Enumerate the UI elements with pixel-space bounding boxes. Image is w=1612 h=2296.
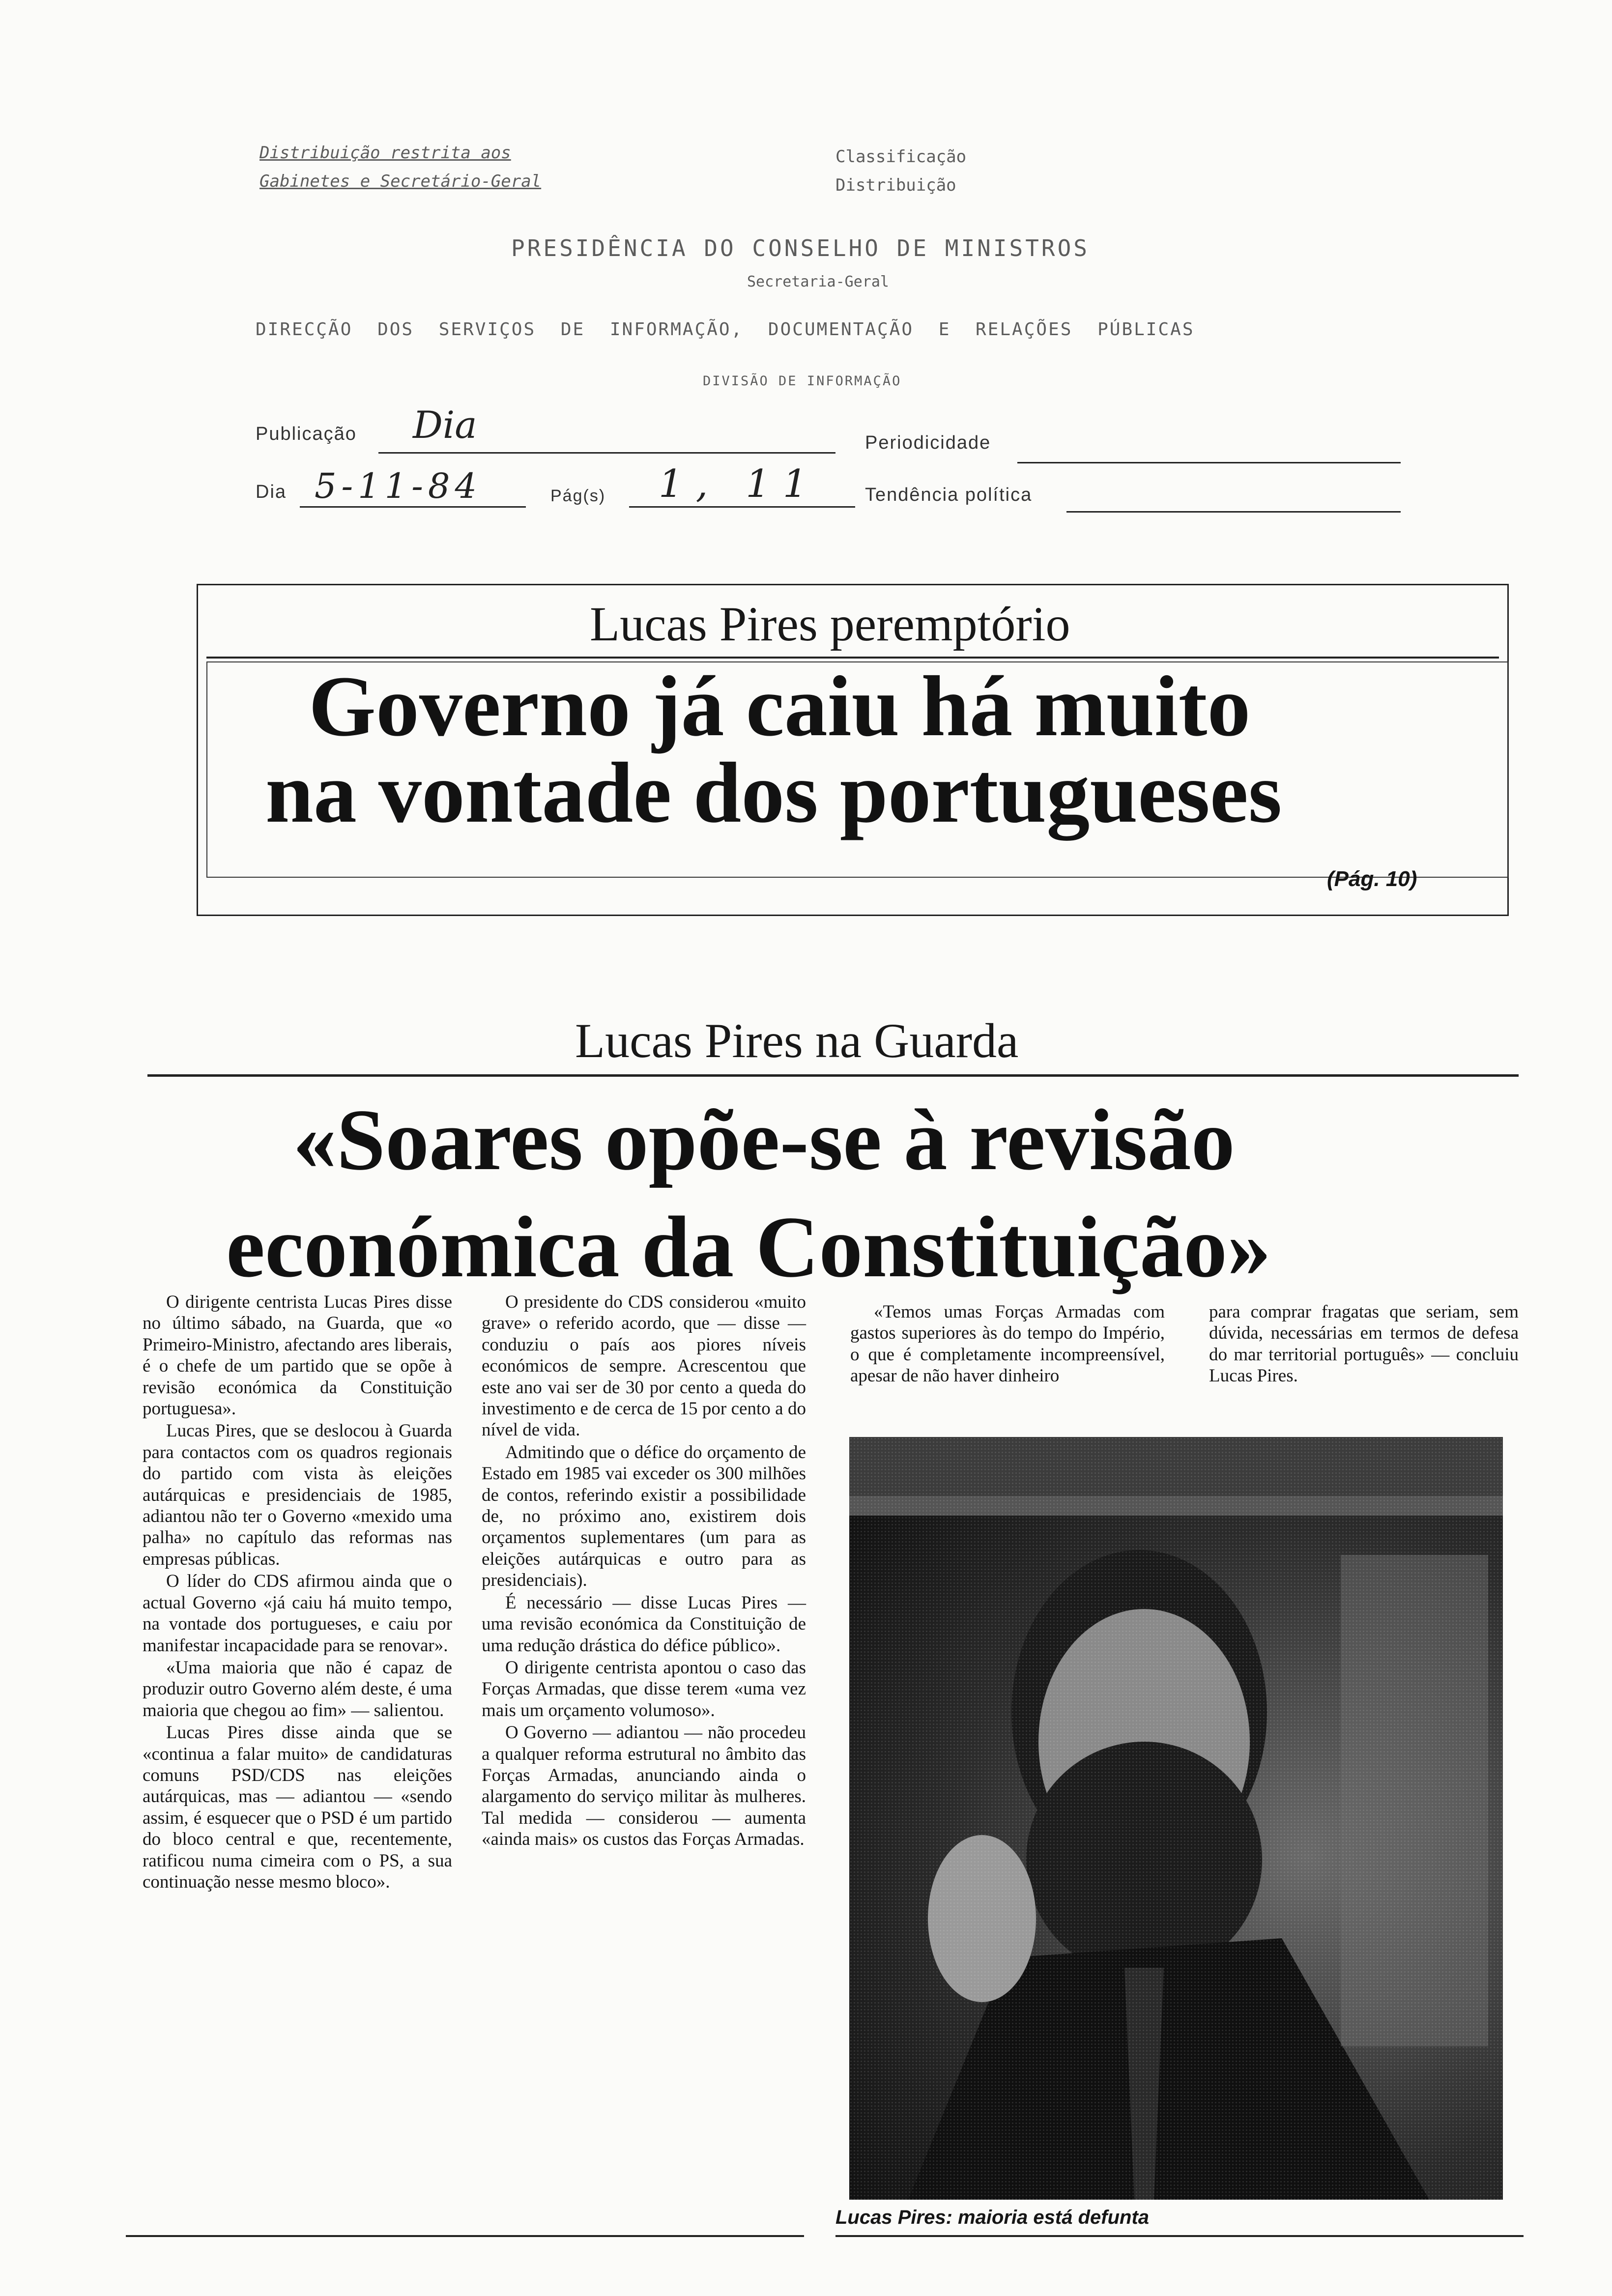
- tendency-underline: [1066, 511, 1401, 513]
- article2-top-rule: [147, 1074, 1519, 1077]
- article2-column-2: [482, 1292, 806, 1850]
- article2-headline-line2: económica da Constituição»: [226, 1198, 1271, 1295]
- article2-column-3: [850, 1301, 1165, 1387]
- article2-col2-paragraph: O dirigente centrista apontou o caso das Forças Armadas, que disse terem «uma vez mais um orçamento volumoso».: [482, 1657, 806, 1721]
- article1-headline: [265, 659, 1494, 841]
- pages-label: Pág(s): [550, 487, 606, 505]
- article1-page-ref: (Pág. 10): [1327, 867, 1417, 891]
- date-value: 5-11-84: [315, 466, 482, 506]
- article2-col2-paragraph: É necessário — disse Lucas Pires — uma revisão económica da Constituição de uma redução drástica do défice público».: [482, 1592, 806, 1656]
- directorate-label: DIRECÇÃO DOS SERVIÇOS DE INFORMAÇÃO, DOCUMENTAÇÃO E RELAÇÕES PÚBLICAS: [256, 319, 1195, 340]
- date-label: Dia: [256, 482, 287, 502]
- tendency-label: Tendência política: [865, 485, 1033, 505]
- article1-headline-line2: na vontade dos portugueses: [265, 745, 1282, 841]
- secretariat-label: Secretaria-Geral: [747, 273, 889, 290]
- publication-label: Publicação: [256, 424, 357, 444]
- publication-underline: [378, 452, 835, 454]
- article2-col2-paragraph: Admitindo que o défice do orçamento de Estado em 1985 vai exceder os 300 milhões de contos, referindo existir a possibilidade de, no próximo ano, existirem dois orçamentos suplementares (um para as eleições autárquicas e outro para as presidenciais).: [482, 1442, 806, 1591]
- classification-label: Classificação: [835, 147, 967, 167]
- photo-caption: Lucas Pires: maioria está defunta: [835, 2207, 1150, 2228]
- article1-headline-line1: Governo já caiu há muito: [309, 659, 1251, 754]
- distribution-line-1: Distribuição restrita aos: [259, 143, 511, 163]
- distribution-label: Distribuição: [835, 175, 956, 195]
- article2-col4-paragraph: para comprar fragatas que seriam, sem dúvida, necessárias em termos de defesa do mar territorial português» — concluiu Lucas Pires.: [1209, 1302, 1519, 1386]
- article2-col2-paragraph: O Governo — adiantou — não procedeu a qualquer reforma estrutural no âmbito das Forças Armadas, anunciando ainda o alargamento do serviço militar às mulheres. Tal medida — considerou — aumenta «ainda mais» os custos das Forças Armadas.: [482, 1722, 806, 1850]
- article2-col1-paragraph: «Uma maioria que não é capaz de produzir outro Governo além deste, é uma maioria que chegou ao fim» — salientou.: [143, 1657, 452, 1721]
- article2-column-4: [1209, 1301, 1519, 1387]
- article2-col2-paragraph: O presidente do CDS considerou «muito grave» o referido acordo, que — disse — conduziu o país aos piores níveis económicos de sempre. Acrescentou que este ano vai ser de 30 por cento a queda do investimento e de cerca de 15 por cento a do nível de vida.: [482, 1292, 806, 1440]
- classification-block: [835, 143, 966, 200]
- article2-col1-paragraph: O dirigente centrista Lucas Pires disse no último sábado, na Guarda, que «o Primeiro-Ministro, afectando ares liberais, é o chefe de um partido que se opõe à revisão económica da Constituição portuguesa».: [143, 1292, 452, 1419]
- article2-kicker: Lucas Pires na Guarda: [575, 1013, 1019, 1068]
- pages-value: 1, 11: [659, 462, 820, 506]
- date-underline: [300, 506, 526, 508]
- article2-headline-line1: «Soares opõe-se à revisão: [293, 1091, 1235, 1188]
- publication-value: Dia: [413, 403, 477, 447]
- distribution-line-2: Gabinetes e Secretário-Geral: [259, 172, 542, 191]
- article1-kicker: Lucas Pires peremptório: [590, 597, 1070, 651]
- article2-column-1: [143, 1292, 452, 1893]
- periodicity-label: Periodicidade: [865, 432, 991, 453]
- article2-col1-paragraph: Lucas Pires, que se deslocou à Guarda para contactos com os quadros regionais do partido com vista às eleições autárquicas e presidenciais de 1985, adiantou não ter o Governo «mexido uma palha» no capítulo das reformas nas empresas públicas.: [143, 1421, 452, 1569]
- article2-col1-paragraph: Lucas Pires disse ainda que se «continua a falar muito» de candidaturas comuns PSD/CDS nas eleições autárquicas, mas — adiantou — «sendo assim, é esquecer que o PSD é um partido do bloco central e que, recentemente, ratificou numa cimeira com o PS, a sua continuação nesse mesmo bloco».: [143, 1722, 452, 1892]
- periodicity-underline: [1017, 462, 1401, 463]
- article2-bottom-rule-right: [835, 2235, 1524, 2237]
- presidency-title: PRESIDÊNCIA DO CONSELHO DE MINISTROS: [511, 235, 1090, 261]
- division-label: DIVISÃO DE INFORMAÇÃO: [703, 373, 902, 389]
- pages-underline: [629, 506, 855, 508]
- article2-col3-paragraph: «Temos umas Forças Armadas com gastos superiores às do tempo do Império, o que é completamente incompreensível, apesar de não haver dinheiro: [850, 1302, 1165, 1386]
- portrait-photo: [849, 1437, 1503, 2200]
- article2-col1-paragraph: O líder do CDS afirmou ainda que o actual Governo «já caiu há muito tempo, na vontade dos portugueses, e caiu por manifestar incapacidade para se renovar».: [143, 1571, 452, 1656]
- halftone-overlay: [849, 1437, 1503, 2200]
- article2-headline: [226, 1086, 1553, 1300]
- article2-bottom-rule-left: [126, 2235, 804, 2237]
- distribution-note: [259, 139, 541, 196]
